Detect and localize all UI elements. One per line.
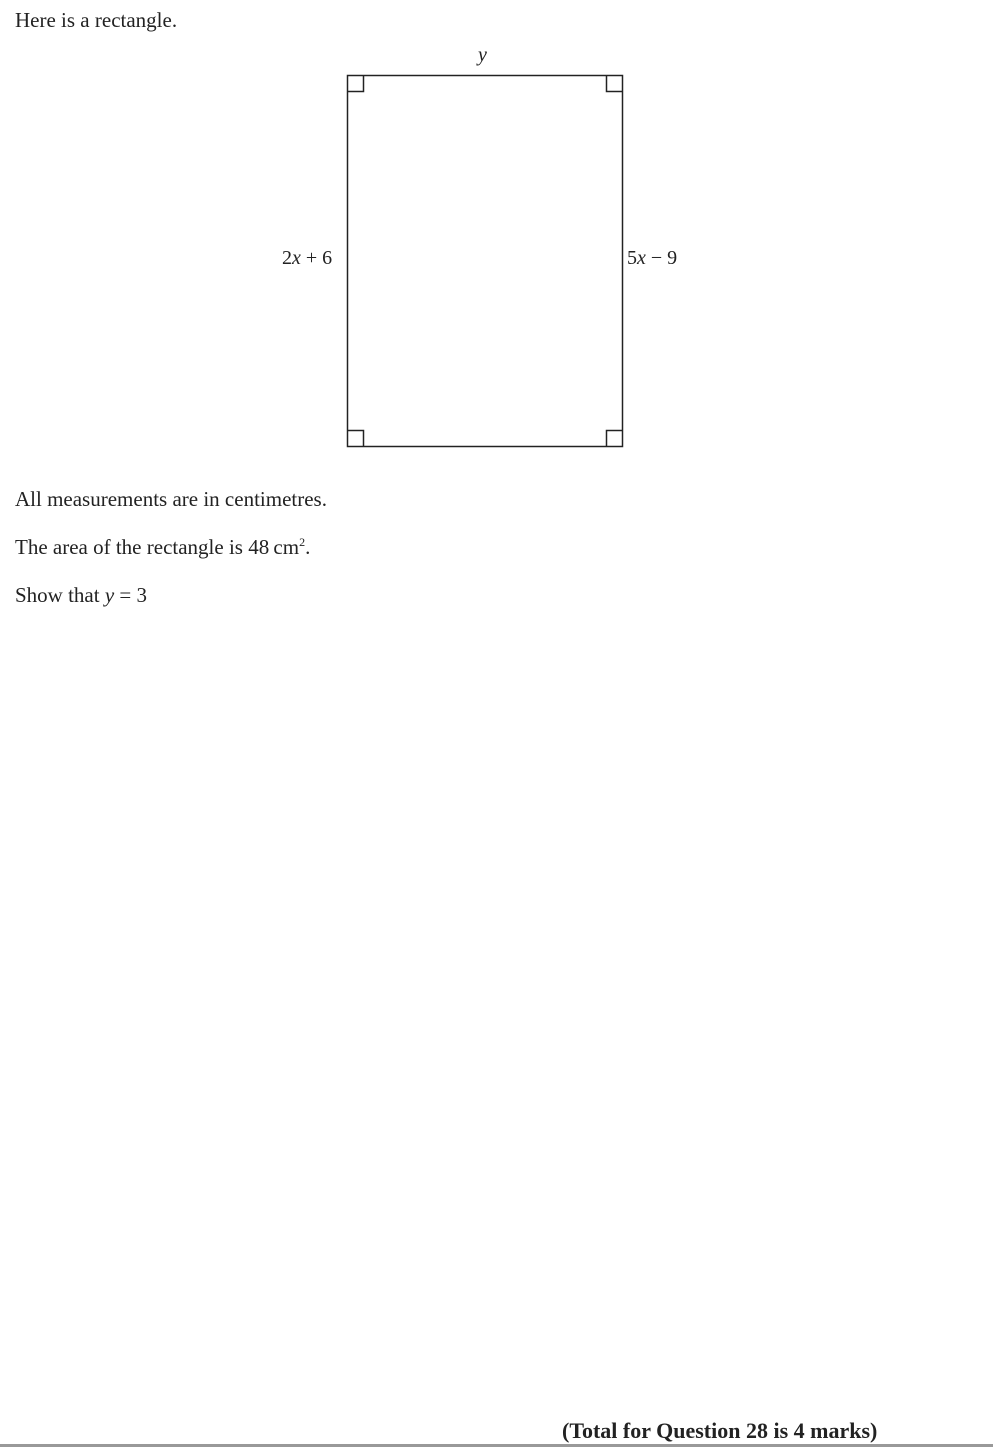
show-that-prompt: Show that y = 3 [15,583,148,607]
right-angle-marker-bottom-left [348,431,364,447]
bottom-divider [0,1444,993,1447]
right-angle-marker-bottom-right [607,431,623,447]
rectangle-diagram [0,0,1000,470]
right-angle-marker-top-left [348,76,364,92]
total-marks: (Total for Question 28 is 4 marks) [562,1418,878,1443]
rectangle [348,76,623,447]
measurements-note: All measurements are in centimetres. [15,487,327,511]
right-side-label: 5x − 9 [627,247,678,269]
top-side-label: y [478,44,487,66]
right-angle-marker-top-right [607,76,623,92]
question-intro: Here is a rectangle. [15,8,178,32]
area-statement: The area of the rectangle is 48 $cm^2$. [15,535,311,559]
left-side-label: 2x + 6 [282,247,333,269]
